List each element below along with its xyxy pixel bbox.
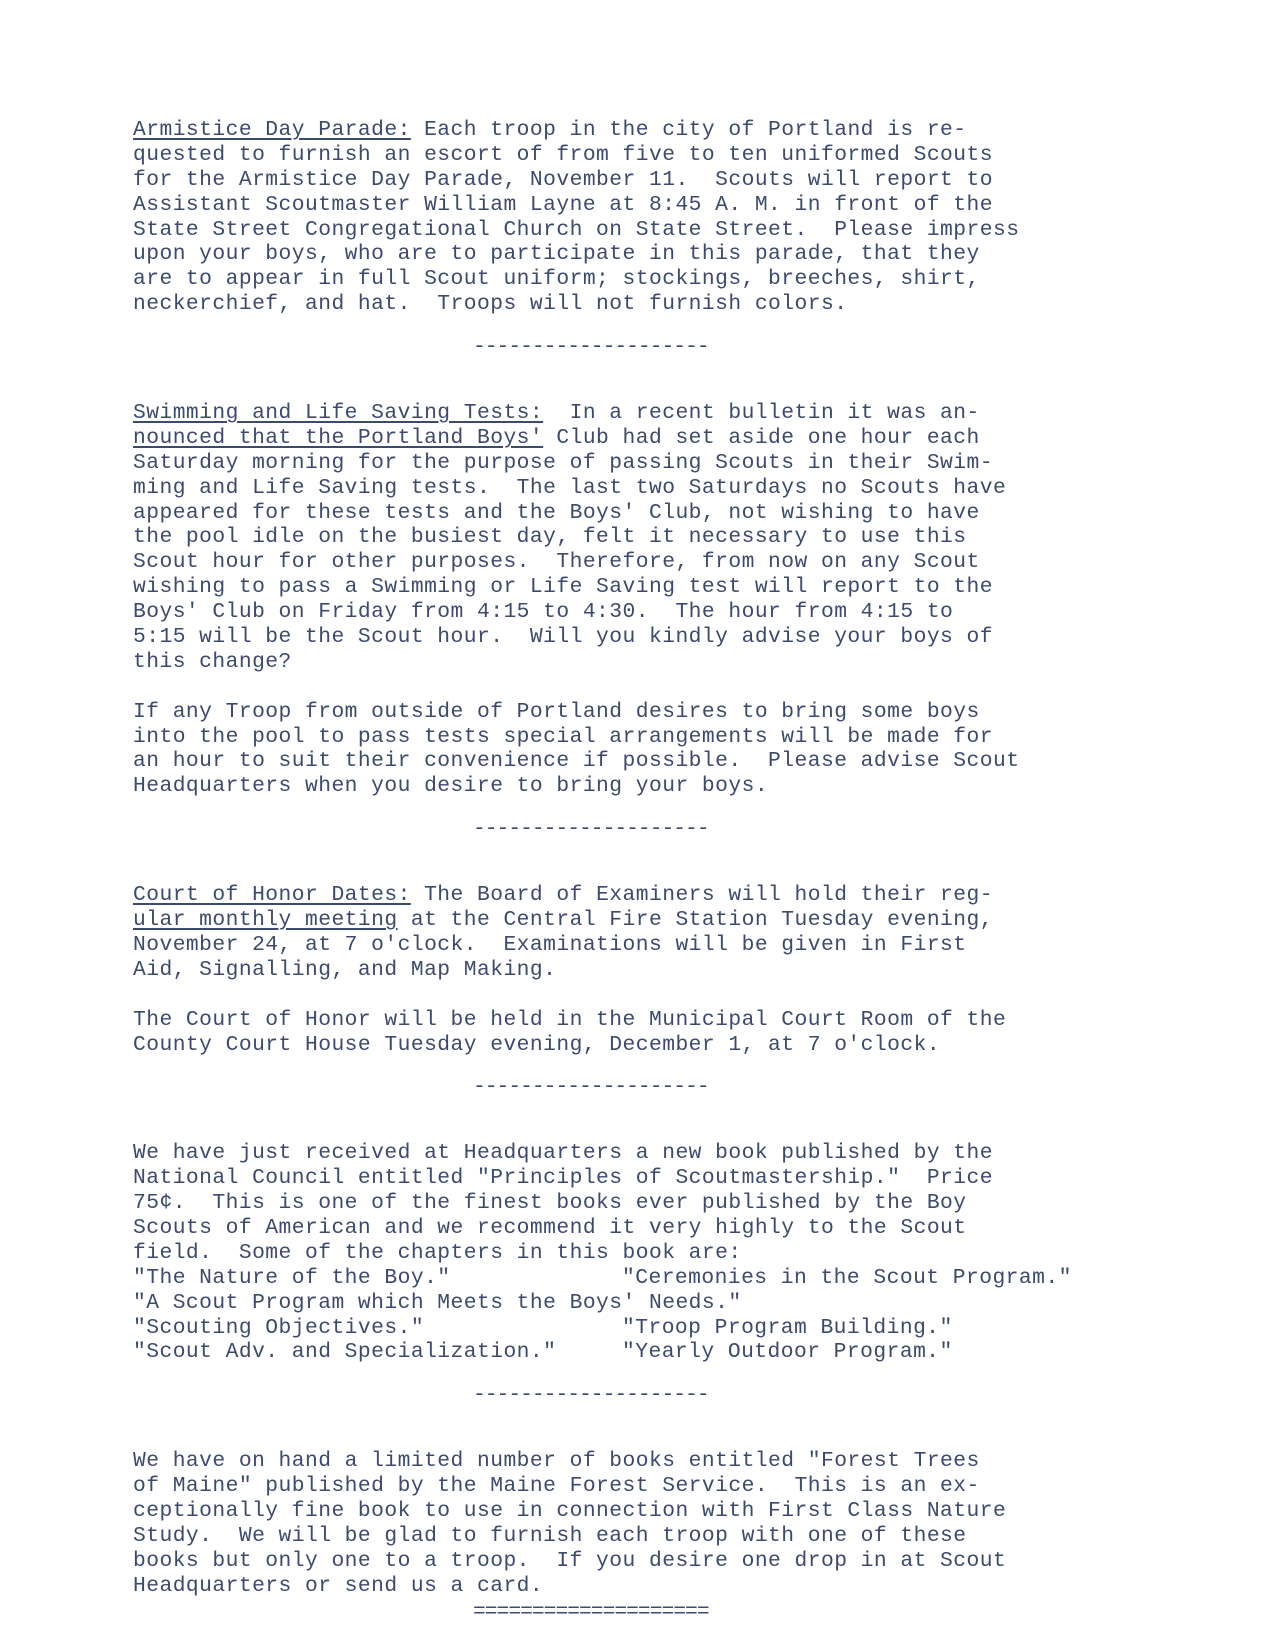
swimming-line: wishing to pass a Swimming or Life Saving test will report to the [133, 575, 993, 600]
court-second-line: ular monthly meeting at the Central Fire Station Tuesday evening, [133, 908, 993, 933]
court-para2-line: The Court of Honor will be held in the Municipal Court Room of the [133, 1007, 1007, 1032]
book-line: We have just received at Headquarters a new book published by the [133, 1141, 993, 1166]
chapter-title: "Scout Adv. and Specialization." [133, 1340, 557, 1365]
armistice-line: are to appear in full Scout uniform; stockings, breeches, shirt, [133, 267, 980, 292]
chapter-title: "Ceremonies in the Scout Program." [622, 1265, 1072, 1290]
chapter-title: "A Scout Program which Meets the Boys' Needs." [133, 1290, 742, 1315]
armistice-heading: Armistice Day Parade: [133, 118, 411, 142]
bulletin-page [133, 118, 1143, 1624]
swimming-line: Boys' Club on Friday from 4:15 to 4:30. The hour from 4:15 to [133, 600, 954, 625]
book-line: 75¢. This is one of the finest books ever published by the Boy [133, 1191, 967, 1216]
swimming-line: ming and Life Saving tests. The last two Saturdays no Scouts have [133, 475, 1007, 500]
forest-line: We have on hand a limited number of books entitled "Forest Trees [133, 1449, 980, 1474]
swimming-para2-line: an hour to suit their convenience if possible. Please advise Scout [133, 749, 1020, 774]
armistice-line: for the Armistice Day Parade, November 11. Scouts will report to [133, 167, 993, 192]
book-section [133, 1141, 1143, 1365]
chapter-title: "Troop Program Building." [622, 1315, 953, 1340]
armistice-line: upon your boys, who are to participate in this parade, that they [133, 242, 980, 267]
chapter-row [133, 1266, 1143, 1291]
swimming-line: 5:15 will be the Scout hour. Will you kindly advise your boys of [133, 625, 993, 650]
chapter-title: "The Nature of the Boy." [133, 1265, 451, 1290]
swimming-heading: Swimming and Life Saving Tests: [133, 401, 544, 426]
court-line: Aid, Signalling, and Map Making. [133, 957, 557, 982]
armistice-line: State Street Congregational Church on State Street. Please impress [133, 217, 1020, 242]
swimming-para2-line: Headquarters when you desire to bring your boys. [133, 774, 769, 799]
swimming-line: Scout hour for other purposes. Therefore, from now on any Scout [133, 550, 980, 575]
chapter-row [133, 1340, 1143, 1365]
swimming-first-line: Swimming and Life Saving Tests: In a recent bulletin it was an- [133, 401, 980, 426]
forest-line: of Maine" published by the Maine Forest Service. This is an ex- [133, 1474, 980, 1499]
armistice-first-line: Armistice Day Parade: Each troop in the city of Portland is re- [133, 118, 967, 142]
armistice-line: Assistant Scoutmaster William Layne at 8:45 A. M. in front of the [133, 192, 993, 217]
forest-line: Study. We will be glad to furnish each troop with one of these [133, 1523, 967, 1548]
section-separator: -------------------- [473, 817, 709, 842]
swimming-line: this change? [133, 649, 292, 674]
swimming-line: the pool idle on the busiest day, felt it necessary to use this [133, 525, 967, 550]
book-line: National Council entitled "Principles of Scoutmastership." Price [133, 1166, 993, 1191]
armistice-line: quested to furnish an escort of from five to ten uniformed Scouts [133, 142, 993, 167]
chapter-row [133, 1316, 1143, 1341]
swimming-heading-cont: nounced that the Portland Boys' [133, 425, 544, 450]
swimming-para2-line: If any Troop from outside of Portland desires to bring some boys [133, 699, 980, 724]
swimming-line: appeared for these tests and the Boys' Club, not wishing to have [133, 500, 980, 525]
book-line: field. Some of the chapters in this book are: [133, 1240, 742, 1265]
forest-line: books but only one to a troop. If you desire one drop in at Scout [133, 1548, 1007, 1573]
court-section [133, 883, 1143, 1057]
section-separator: -------------------- [473, 335, 709, 360]
chapter-row [133, 1291, 1143, 1316]
book-line: Scouts of American and we recommend it very highly to the Scout [133, 1215, 967, 1240]
forest-line: ceptionally fine book to use in connection with First Class Nature [133, 1498, 1007, 1523]
court-first-line: Court of Honor Dates: The Board of Examiners will hold their reg- [133, 883, 993, 908]
armistice-section [133, 118, 1143, 317]
swimming-para2-line: into the pool to pass tests special arrangements will be made for [133, 724, 993, 749]
swimming-second-line: nounced that the Portland Boys' Club had set aside one hour each [133, 425, 980, 450]
section-separator: -------------------- [473, 1383, 709, 1408]
chapter-title: "Yearly Outdoor Program." [622, 1340, 953, 1365]
chapter-title: "Scouting Objectives." [133, 1315, 425, 1340]
court-heading-cont: ular monthly meeting [133, 908, 398, 933]
court-line: November 24, at 7 o'clock. Examinations will be given in First [133, 932, 967, 957]
end-separator: ==================== [473, 1599, 709, 1624]
chapter-list [133, 1266, 1143, 1366]
court-heading: Court of Honor Dates: [133, 883, 411, 908]
swimming-section [133, 401, 1143, 799]
swimming-line: Saturday morning for the purpose of passing Scouts in their Swim- [133, 450, 993, 475]
section-separator: -------------------- [473, 1075, 709, 1100]
armistice-line: neckerchief, and hat. Troops will not furnish colors. [133, 292, 848, 317]
court-para2-line: County Court House Tuesday evening, December 1, at 7 o'clock. [133, 1032, 941, 1057]
forest-line: Headquarters or send us a card. [133, 1573, 544, 1598]
forest-section [133, 1449, 1143, 1598]
